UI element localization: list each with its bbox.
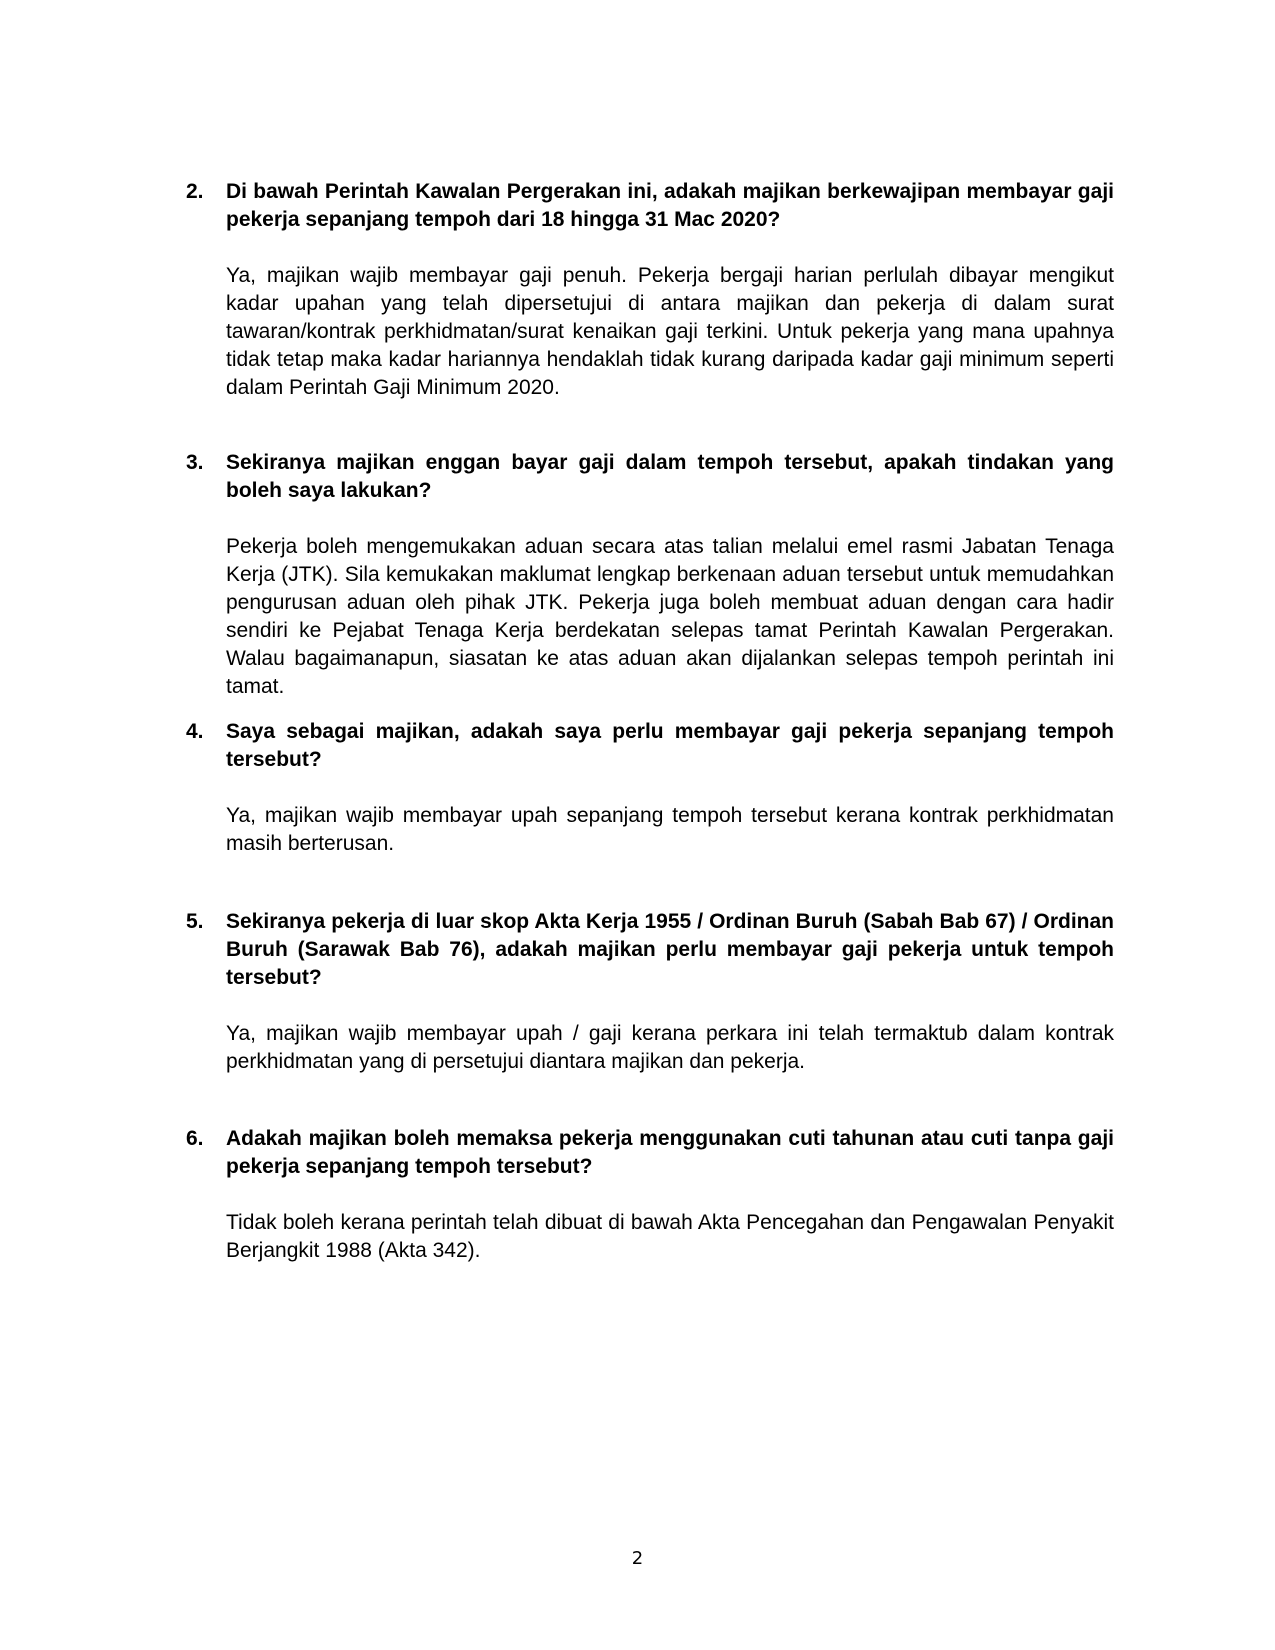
question-number: 4. xyxy=(186,720,204,743)
faq-answer: Ya, majikan wajib membayar upah / gaji kerana perkara ini telah termaktub dalam kontrak perkhidmatan yang di persetujui diantara majikan dan pekerja. xyxy=(226,1022,1114,1073)
page-number: 2 xyxy=(631,1548,644,1569)
faq-item-3 xyxy=(186,449,1114,701)
question-text: Sekiranya majikan enggan bayar gaji dalam tempoh tersebut, apakah tindakan yang boleh saya lakukan? xyxy=(226,451,1114,502)
question-number: 2. xyxy=(186,180,204,203)
question-text: Di bawah Perintah Kawalan Pergerakan ini, adakah majikan berkewajipan membayar gaji pekerja sepanjang tempoh dari 18 hingga 31 Mac 2020? xyxy=(226,180,1114,231)
faq-item-2 xyxy=(186,178,1114,402)
question-number: 6. xyxy=(186,1127,204,1150)
faq-question xyxy=(186,718,1114,774)
faq-item-6 xyxy=(186,1125,1114,1265)
question-text: Saya sebagai majikan, adakah saya perlu membayar gaji pekerja sepanjang tempoh tersebut? xyxy=(226,720,1114,771)
question-text: Sekiranya pekerja di luar skop Akta Kerja 1955 / Ordinan Buruh (Sabah Bab 67) / Ordinan Buruh (Sarawak Bab 76), adakah majikan perlu membayar gaji pekerja untuk tempoh tersebut? xyxy=(226,910,1114,989)
faq-answer: Ya, majikan wajib membayar gaji penuh. Pekerja bergaji harian perlulah dibayar mengikut kadar upahan yang telah dipersetujui di antara majikan dan pekerja di dalam surat tawaran/kontrak perkhidmatan/surat kenaikan gaji terkini. Untuk pekerja yang mana upahnya tidak tetap maka kadar hariannya hendaklah tidak kurang daripada kadar gaji minimum seperti dalam Perintah Gaji Minimum 2020. xyxy=(226,264,1114,399)
question-number: 5. xyxy=(186,910,204,933)
faq-item-5 xyxy=(186,908,1114,1076)
faq-question xyxy=(186,178,1114,234)
faq-question xyxy=(186,449,1114,505)
faq-answer: Ya, majikan wajib membayar upah sepanjang tempoh tersebut kerana kontrak perkhidmatan masih berterusan. xyxy=(226,804,1114,855)
faq-question xyxy=(186,1125,1114,1181)
faq-answer: Tidak boleh kerana perintah telah dibuat di bawah Akta Pencegahan dan Pengawalan Penyakit Berjangkit 1988 (Akta 342). xyxy=(226,1211,1114,1262)
faq-answer: Pekerja boleh mengemukakan aduan secara atas talian melalui emel rasmi Jabatan Tenaga Kerja (JTK). Sila kemukakan maklumat lengkap berkenaan aduan tersebut untuk memudahkan pengurusan aduan oleh pihak JTK. Pekerja juga boleh membuat aduan dengan cara hadir sendiri ke Pejabat Tenaga Kerja berdekatan selepas tamat Perintah Kawalan Pergerakan. Walau bagaimanapun, siasatan ke atas aduan akan dijalankan selepas tempoh perintah ini tamat. xyxy=(226,535,1114,698)
faq-question xyxy=(186,908,1114,992)
question-number: 3. xyxy=(186,451,204,474)
question-text: Adakah majikan boleh memaksa pekerja menggunakan cuti tahunan atau cuti tanpa gaji pekerja sepanjang tempoh tersebut? xyxy=(226,1127,1114,1178)
faq-item-4 xyxy=(186,718,1114,858)
